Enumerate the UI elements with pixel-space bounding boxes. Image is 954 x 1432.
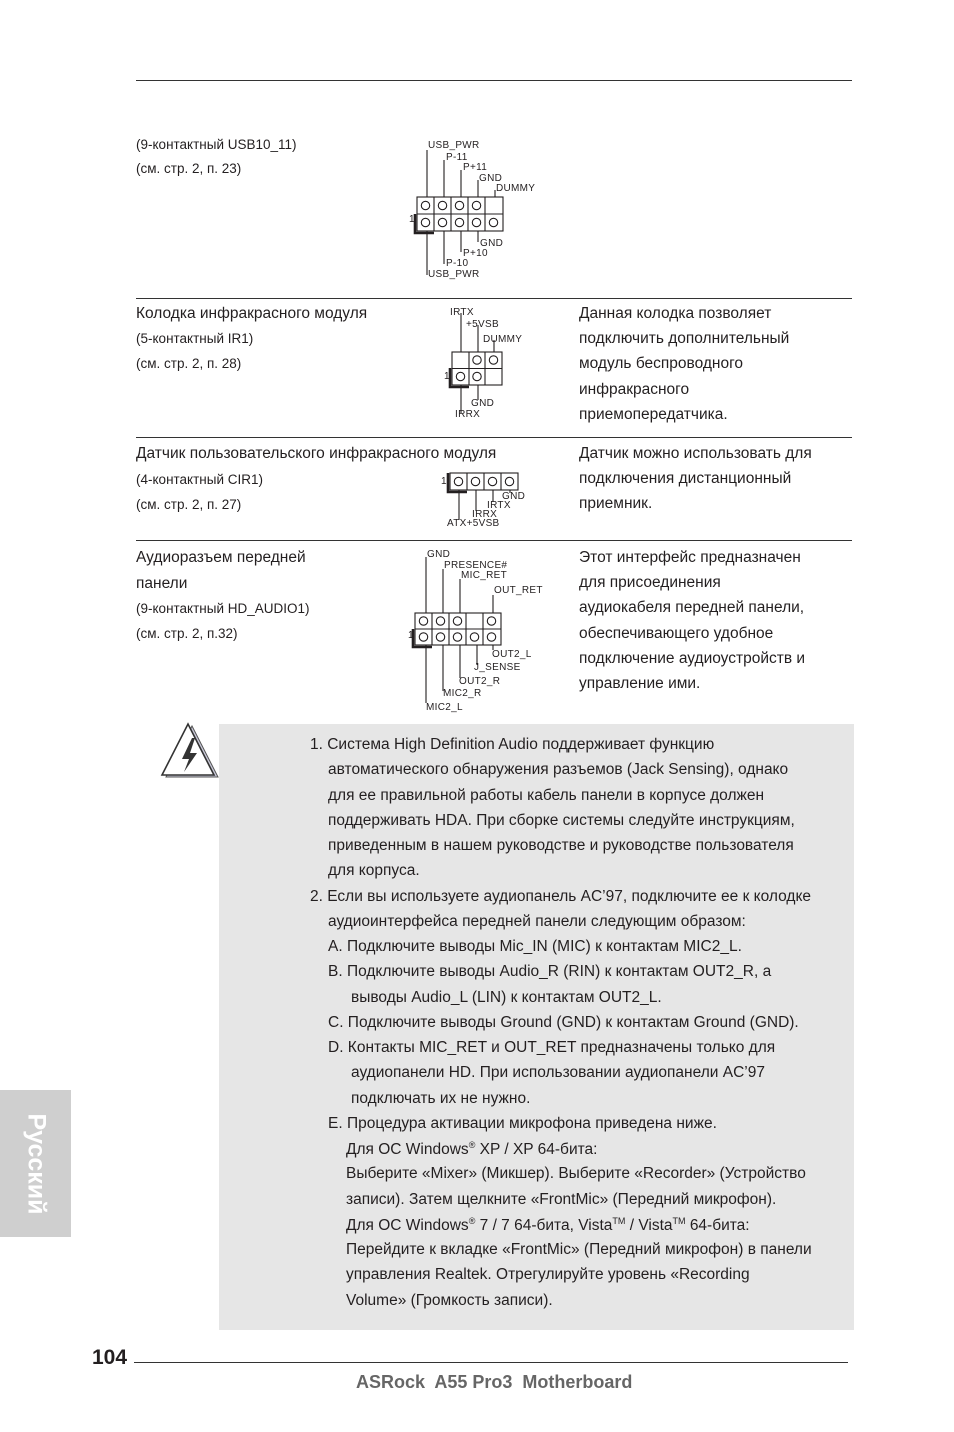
- note-line: поддерживать HDA. При сборке системы следуйте инструкциям,: [328, 812, 795, 829]
- usb-pin-label: P-11: [446, 152, 468, 163]
- usb-header-name: (9-контактный USB10_11): [136, 137, 297, 152]
- audio-header-name: (9-контактный HD_AUDIO1): [136, 601, 310, 616]
- usb-pin-label: USB_PWR: [428, 269, 480, 280]
- note-step-b: B. Подключите выводы Audio_R (RIN) к контактам OUT2_R, а: [328, 963, 772, 980]
- cir-pin1-marker: 1: [441, 476, 447, 487]
- language-tab-label: Русский: [22, 1112, 50, 1215]
- top-rule: [136, 80, 852, 81]
- note-step-a: A. Подключите выводы Mic_IN (MIC) к контактам MIC2_L.: [328, 938, 742, 955]
- note-item-2: 2. Если вы используете аудиопанель AC’97, подключите ее к колодке: [310, 888, 812, 905]
- note-step-c: C. Подключите выводы Ground (GND) к контактам Ground (GND).: [328, 1014, 799, 1031]
- note-line: аудиопанели HD. При использовании аудиопанели AC’97: [351, 1064, 765, 1081]
- audio-pin-label: PRESENCE#: [444, 560, 508, 571]
- cir-pin-label: IRTX: [487, 500, 511, 511]
- note-line: управления Realtek. Отрегулируйте уровень «Recording: [346, 1266, 750, 1283]
- footer-rule: [134, 1362, 848, 1363]
- ir-header-description: Данная колодка позволяет подключить дополнительный модуль беспроводного инфракрасного приемопередатчика.: [579, 305, 790, 423]
- audio-pin-label: MIC2_R: [443, 688, 482, 699]
- audio-header-title: Аудиоразъем передней: [136, 549, 306, 566]
- audio-pin-label: OUT2_L: [492, 649, 532, 660]
- note-line: подключать их не нужно.: [351, 1090, 531, 1107]
- cir-header-ref: (см. стр. 2, п. 27): [136, 497, 242, 512]
- audio-pin-label: MIC_RET: [461, 570, 507, 581]
- audio-pin-label: GND: [427, 549, 451, 560]
- caution-lightning-icon: [158, 722, 222, 782]
- usb-pin-label: P-10: [446, 258, 469, 269]
- note-step-d: D. Контакты MIC_RET и OUT_RET предназначены только для: [328, 1039, 776, 1056]
- note-line: Выберите «Mixer» (Микшер). Выберите «Recorder» (Устройство: [346, 1165, 806, 1182]
- section-divider: [136, 298, 852, 299]
- audio-header-ref: (см. стр. 2, п.32): [136, 626, 238, 641]
- note-line: для ее правильной работы кабель панели в корпусе должен: [328, 787, 765, 804]
- note-line: автоматического обнаружения разъемов (Jack Sensing), однако: [328, 761, 789, 778]
- cir-header-description: Датчик можно использовать для подключения дистанционный приемник.: [579, 445, 812, 513]
- ir-pin1-marker: 1: [444, 371, 450, 382]
- note-step-e: E. Процедура активации микрофона приведена ниже.: [328, 1115, 717, 1132]
- ir-pin-label: GND: [471, 398, 495, 409]
- usb-pin-label: USB_PWR: [428, 140, 480, 151]
- usb-header-ref: (см. стр. 2, п. 23): [136, 161, 242, 176]
- section-divider: [136, 437, 852, 438]
- audio-pin-label: OUT2_R: [459, 676, 501, 687]
- ir-header-ref: (см. стр. 2, п. 28): [136, 356, 242, 371]
- note-windows-7-vista: Для ОС Windows® 7 / 7 64-бита, Vista™ / Vista™ 64-бита:: [346, 1216, 750, 1235]
- page-number: 104: [92, 1346, 128, 1369]
- cir-pin-label: IRRX: [472, 509, 498, 520]
- ir-pin-label: IRRX: [455, 409, 481, 420]
- usb-pin-label: GND: [479, 173, 503, 184]
- cir-header-title: Датчик пользовательского инфракрасного модуля: [136, 445, 497, 462]
- ir-header-title: Колодка инфракрасного модуля: [136, 305, 368, 322]
- ir-header-name: (5-контактный IR1): [136, 331, 254, 346]
- ir-pin-label: +5VSB: [466, 319, 499, 330]
- cir-header-name: (4-контактный CIR1): [136, 472, 264, 487]
- audio-pin-label: J_SENSE: [474, 662, 521, 673]
- note-line: Перейдите к вкладке «FrontMic» (Передний микрофон) в панели: [346, 1241, 812, 1258]
- usb-header-diagram: [400, 130, 560, 290]
- section-divider: [136, 540, 852, 541]
- usb-pin-label: GND: [480, 238, 504, 249]
- audio-header-title-line2: панели: [136, 575, 188, 592]
- note-line: для корпуса.: [328, 862, 420, 879]
- note-line: Volume» (Громкость записи).: [346, 1292, 553, 1309]
- note-windows-xp: Для ОС Windows® XP / XP 64-бита:: [346, 1140, 598, 1159]
- note-line: записи). Затем щелкните «FrontMic» (Передний микрофон).: [346, 1191, 777, 1208]
- footer-product-name: ASRock A55 Pro3 Motherboard: [356, 1372, 633, 1392]
- cir-pin-label: GND: [502, 491, 526, 502]
- usb-pin-label: P+11: [463, 162, 488, 173]
- ir-pin-label: IRTX: [450, 307, 474, 318]
- audio-header-description: Этот интерфейс предназначен для присоединения аудиокабеля передней панели, обеспечивающего удобное подключение аудиоустройств и управление ими.: [579, 549, 806, 693]
- note-line: приведенным в нашем руководстве и руководстве пользователя: [328, 837, 794, 854]
- note-line: аудиоинтерфейса передней панели следующим образом:: [328, 913, 746, 930]
- audio-pin1-marker: 1: [408, 630, 414, 641]
- audio-pin-label: MIC2_L: [426, 702, 463, 713]
- usb-pin-label: P+10: [463, 248, 488, 259]
- ir-pin-label: DUMMY: [483, 334, 523, 345]
- note-line: выводы Audio_L (LIN) к контактам OUT2_L.: [351, 989, 662, 1006]
- language-side-tab: [0, 1090, 71, 1237]
- note-item-1: 1. Система High Definition Audio поддерживает функцию: [310, 736, 715, 753]
- usb-pin-label: DUMMY: [496, 183, 536, 194]
- usb-pin1-marker: 1: [409, 214, 415, 225]
- audio-pin-label: OUT_RET: [494, 585, 543, 596]
- cir-pin-label: ATX+5VSB: [447, 518, 500, 529]
